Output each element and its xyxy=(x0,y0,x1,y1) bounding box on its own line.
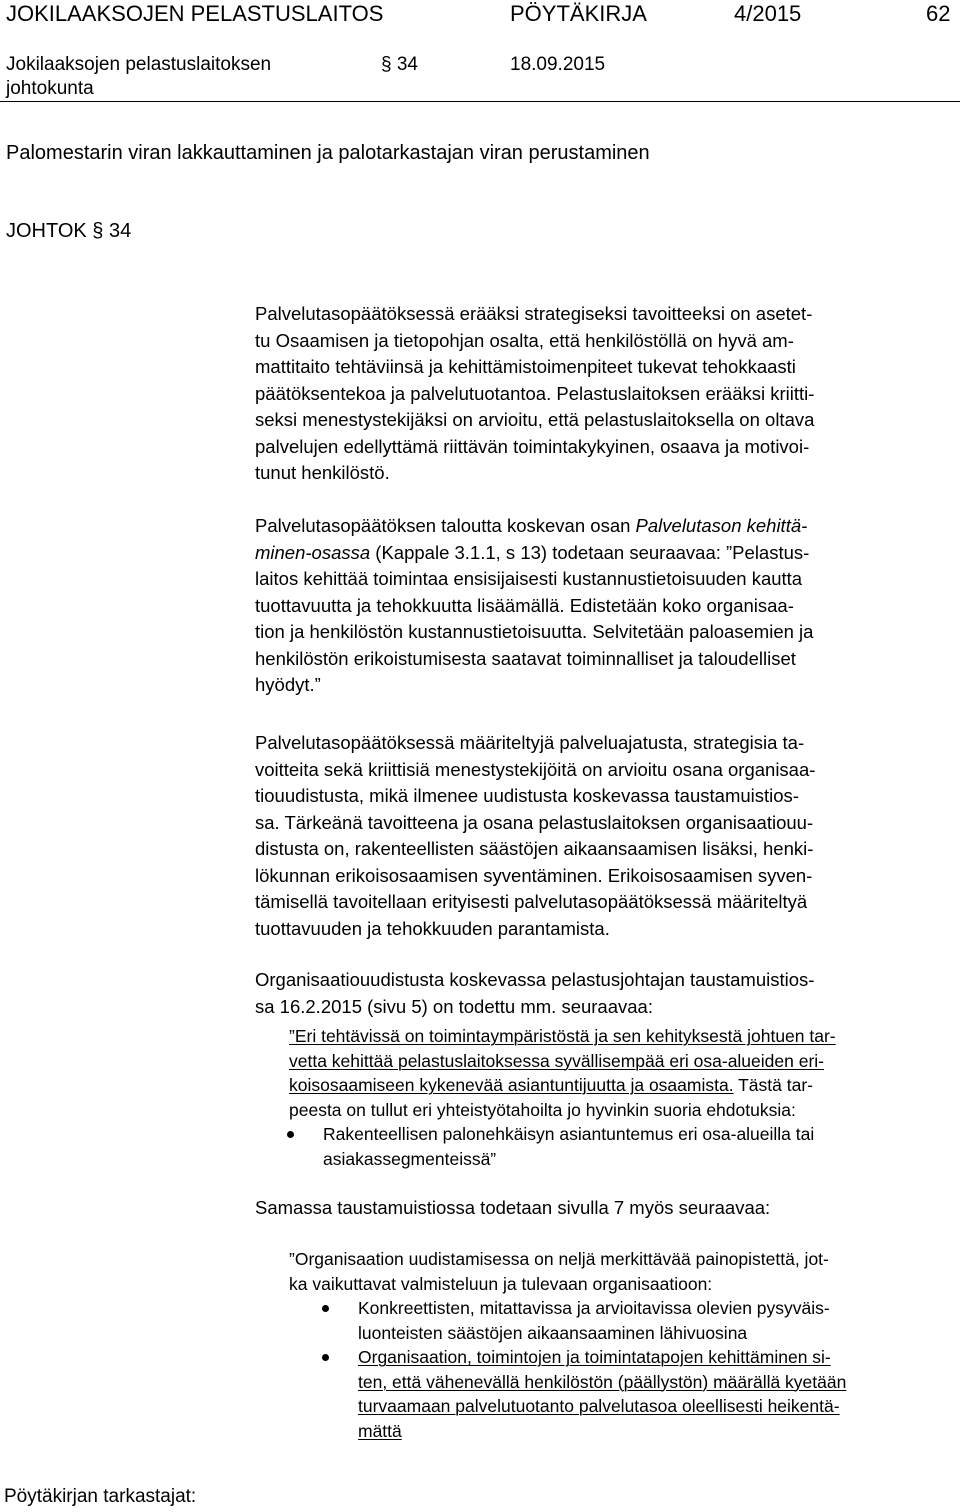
q1-line: peesta on tullut eri yhteistyötahoilta jo hyvinkin suoria ehdotuksia: xyxy=(289,1099,796,1120)
bullet-icon xyxy=(322,1305,329,1312)
p1-line: tunut henkilöstö. xyxy=(255,462,390,483)
list-item xyxy=(358,1345,958,1443)
q1-underlined-text: vetta kehittää pelastuslaitoksessa syvällisempää eri osa-alueiden eri- xyxy=(289,1050,824,1071)
p3-line: Palvelutasopäätöksessä määriteltyjä palveluajatusta, strategisia ta- xyxy=(255,732,805,753)
bullet-underlined-text: Organisaation, toimintojen ja toimintatapojen kehittäminen si- xyxy=(358,1347,831,1367)
bullet-text: Konkreettisten, mitattavissa ja arvioitavissa olevien pysyväis- xyxy=(358,1298,830,1318)
q1-underlined-text: ”Eri tehtävissä on toimintaympäristöstä ja sen kehityksestä johtuen tar- xyxy=(289,1026,836,1046)
p1-line: tu Osaamisen ja tietopohjan osalta, että henkilöstöllä on hyvä am- xyxy=(255,329,794,351)
p1-line: seksi menestystekijäksi on arvioitu, että pelastuslaitoksella on oltava xyxy=(255,409,815,430)
bullet-text: luonteisten säästöjen aikaansaaminen lähivuosina xyxy=(358,1322,748,1343)
page-title: Palomestarin viran lakkauttaminen ja palotarkastajan viran perustaminen xyxy=(6,142,650,164)
p5-line: Samassa taustamuistiossa todetaan sivulla 7 myös seuraavaa: xyxy=(255,1197,771,1218)
header-divider xyxy=(0,101,960,102)
p2-text: Palvelutasopäätöksen taloutta koskevan osan xyxy=(255,515,636,536)
bullet-underlined-text: turvaamaan palvelutuotanto palvelutasoa oleellisesti heikentä- xyxy=(358,1396,840,1416)
quote-2-bullet-list xyxy=(358,1296,958,1443)
item-reference: JOHTOK § 34 xyxy=(6,220,132,242)
bullet-line xyxy=(358,1345,958,1370)
p4-line: sa 16.2.2015 (sivu 5) on todettu mm. seuraavaa: xyxy=(255,995,653,1017)
paragraph-1 xyxy=(255,301,955,487)
bullet-underlined-text: ten, että vähenevällä henkilöstön (päällystön) määrällä kyetään xyxy=(358,1371,847,1392)
bullet-line xyxy=(358,1419,958,1444)
list-item xyxy=(358,1296,958,1345)
p2-line: hyödyt.” xyxy=(255,674,321,695)
footer-reviewers-label: Pöytäkirjan tarkastajat: xyxy=(4,1486,197,1507)
bullet-text: Rakenteellisen palonehkäisyn asiantuntemus eri osa-alueilla tai xyxy=(323,1124,815,1144)
p2-line: henkilöstön erikoistumisesta saatavat toiminnalliset ja taloudelliset xyxy=(255,647,796,669)
q1-text: Tästä tar- xyxy=(733,1075,813,1095)
paragraph-2 xyxy=(255,513,955,699)
q1-line xyxy=(289,1049,957,1074)
p2-line xyxy=(255,513,955,540)
governing-body-line1: Jokilaaksojen pelastuslaitoksen xyxy=(6,54,272,75)
p1-line: mattitaito tehtäviinsä ja kehittämistoimenpiteet tukevat tehokkaasti xyxy=(255,356,796,377)
p2-italic-title: minen-osassa xyxy=(255,541,371,563)
paragraph-3 xyxy=(255,730,955,942)
p4-line: Organisaatiouudistusta koskevassa pelastusjohtajan taustamuistios- xyxy=(255,969,815,990)
p3-line: distusta on, rakenteellisten säästöjen aikaansaamisen lisäksi, henki- xyxy=(255,838,814,859)
p3-line: sa. Tärkeänä tavoitteena ja osana pelastuslaitoksen organisaatiouu- xyxy=(255,811,814,833)
meeting-date: 18.09.2015 xyxy=(510,54,606,75)
q1-line xyxy=(289,1024,957,1049)
p2-italic-title: Palvelutason kehittä- xyxy=(635,515,808,536)
p3-line: tuottavuuden ja tehokkuuden parantamista. xyxy=(255,917,610,939)
q1-underlined-text: koisosaamiseen kykenevää asiantuntijuutta ja osaamista. xyxy=(289,1075,734,1095)
bullet-icon xyxy=(322,1354,329,1361)
p3-line: tiouudistusta, mikä ilmenee uudistusta koskevassa taustamuistios- xyxy=(255,785,799,806)
quote-1 xyxy=(289,1024,957,1122)
page-number: 62 xyxy=(926,1,951,26)
p2-line xyxy=(255,540,955,567)
p1-line: palvelujen edellyttämä riittävän toimintakykyinen, osaava ja motivoi- xyxy=(255,435,810,457)
q2-line: ka vaikuttavat valmisteluun ja tulevaan organisaatioon: xyxy=(289,1273,713,1294)
bullet-icon xyxy=(287,1131,294,1138)
p2-line: laitos kehittää toimintaa ensisijaisesti kustannustietoisuuden kautta xyxy=(255,568,803,589)
q1-line xyxy=(289,1073,957,1098)
document-type: PÖYTÄKIRJA xyxy=(510,1,647,26)
governing-body-line2: johtokunta xyxy=(6,78,94,99)
list-item xyxy=(323,1122,957,1171)
p1-line: Palvelutasopäätöksessä erääksi strategiseksi tavoitteeksi on asetet- xyxy=(255,303,813,324)
q2-line: ”Organisaation uudistamisessa on neljä merkittävää painopistettä, jot- xyxy=(289,1249,829,1269)
p3-line: voitteita sekä kriittisiä menestystekijöitä on arvioitu osana organisaa- xyxy=(255,758,816,780)
p3-line: tämisellä tavoitellaan erityisesti palvelutasopäätöksessä määriteltyä xyxy=(255,891,808,912)
p2-line: tion ja henkilöstön kustannustietoisuutta. Selvitetään paloasemien ja xyxy=(255,621,814,642)
document-number: 4/2015 xyxy=(734,1,802,26)
p1-line: päätöksentekoa ja palvelutuotantoa. Pelastuslaitoksen erääksi kriitti- xyxy=(255,382,815,404)
paragraph-4 xyxy=(255,967,955,1020)
bullet-line xyxy=(358,1394,958,1419)
p3-line: lökunnan erikoisosaamisen syventäminen. Erikoisosaamisen syven- xyxy=(255,864,813,886)
bullet-line xyxy=(358,1370,958,1395)
paragraph-5 xyxy=(255,1195,955,1222)
bullet-underlined-text: mättä xyxy=(358,1420,402,1441)
p2-text: (Kappale 3.1.1, s 13) todetaan seuraavaa: ”Pelastus- xyxy=(370,541,810,563)
bullet-text: asiakassegmenteissä” xyxy=(323,1148,497,1169)
quote-2 xyxy=(289,1247,957,1296)
quote-1-bullet-list xyxy=(323,1122,957,1171)
section-number: § 34 xyxy=(381,54,418,75)
p2-line: tuottavuutta ja tehokkuutta lisäämällä. Edistetään koko organisaa- xyxy=(255,594,794,616)
organization-name: JOKILAAKSOJEN PELASTUSLAITOS xyxy=(6,1,384,26)
